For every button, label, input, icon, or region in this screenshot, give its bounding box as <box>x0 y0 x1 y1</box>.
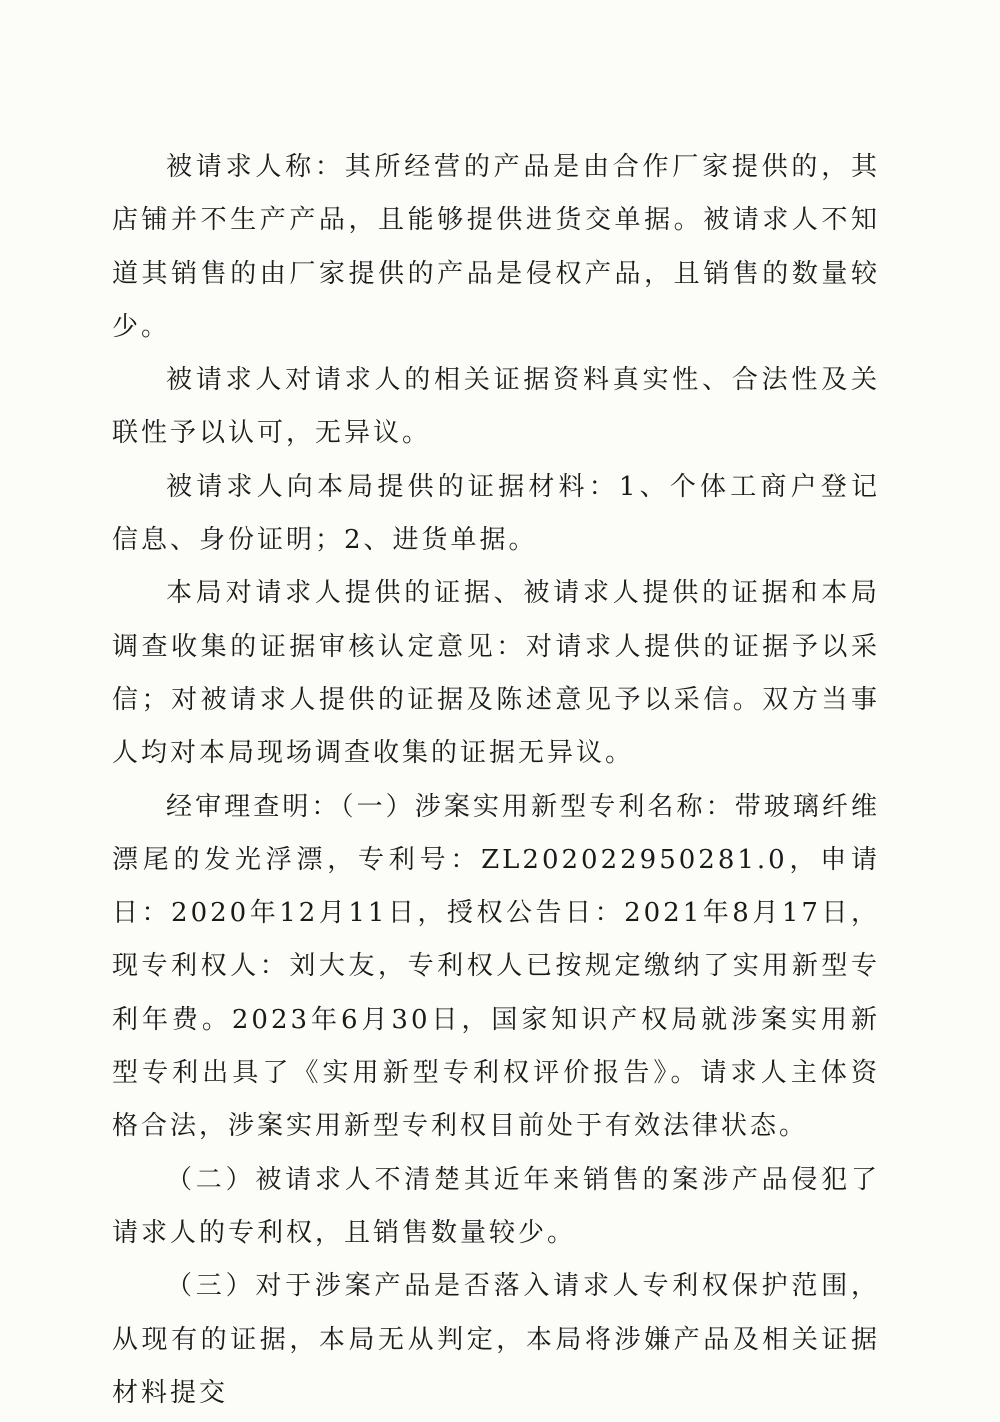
paragraph-findings-two: （二）被请求人不清楚其近年来销售的案涉产品侵犯了请求人的专利权，且销售数量较少。 <box>112 1164 880 1248</box>
document-body <box>112 141 880 1420</box>
paragraph-findings-three: （三）对于涉案产品是否落入请求人专利权保护范围，从现有的证据，本局无从判定，本局将涉嫌产品及相关证据材料提交 <box>112 1271 880 1408</box>
paragraph-respondent-acknowledgement: 被请求人对请求人的相关证据资料真实性、合法性及关联性予以认可，无异议。 <box>112 365 880 449</box>
paragraph-evidence-review: 本局对请求人提供的证据、被请求人提供的证据和本局调查收集的证据审核认定意见：对请求人提供的证据予以采信；对被请求人提供的证据及陈述意见予以采信。双方当事人均对本局现场调查收集的证据无异议。 <box>112 578 880 769</box>
paragraph-respondent-evidence: 被请求人向本局提供的证据材料：1、个体工商户登记信息、身份证明；2、进货单据。 <box>112 471 880 556</box>
paragraph-findings-one: 经审理查明：（一）涉案实用新型专利名称：带玻璃纤维漂尾的发光浮漂，专利号：ZL202022950281.0，申请日：2020年12月11日，授权公告日：2021年8月17日，现专利权人：刘大友，专利权人已按规定缴纳了实用新型专利年费。2023年6月30日，国家知识产权局就涉案实用新型专利出具了《实用新型专利权评价报告》。请求人主体资格合法，涉案实用新型专利权目前处于有效法律状态。 <box>112 791 880 1142</box>
paragraph-respondent-statement: 被请求人称：其所经营的产品是由合作厂家提供的，其店铺并不生产产品，且能够提供进货交单据。被请求人不知道其销售的由厂家提供的产品是侵权产品，且销售的数量较少。 <box>112 152 880 342</box>
